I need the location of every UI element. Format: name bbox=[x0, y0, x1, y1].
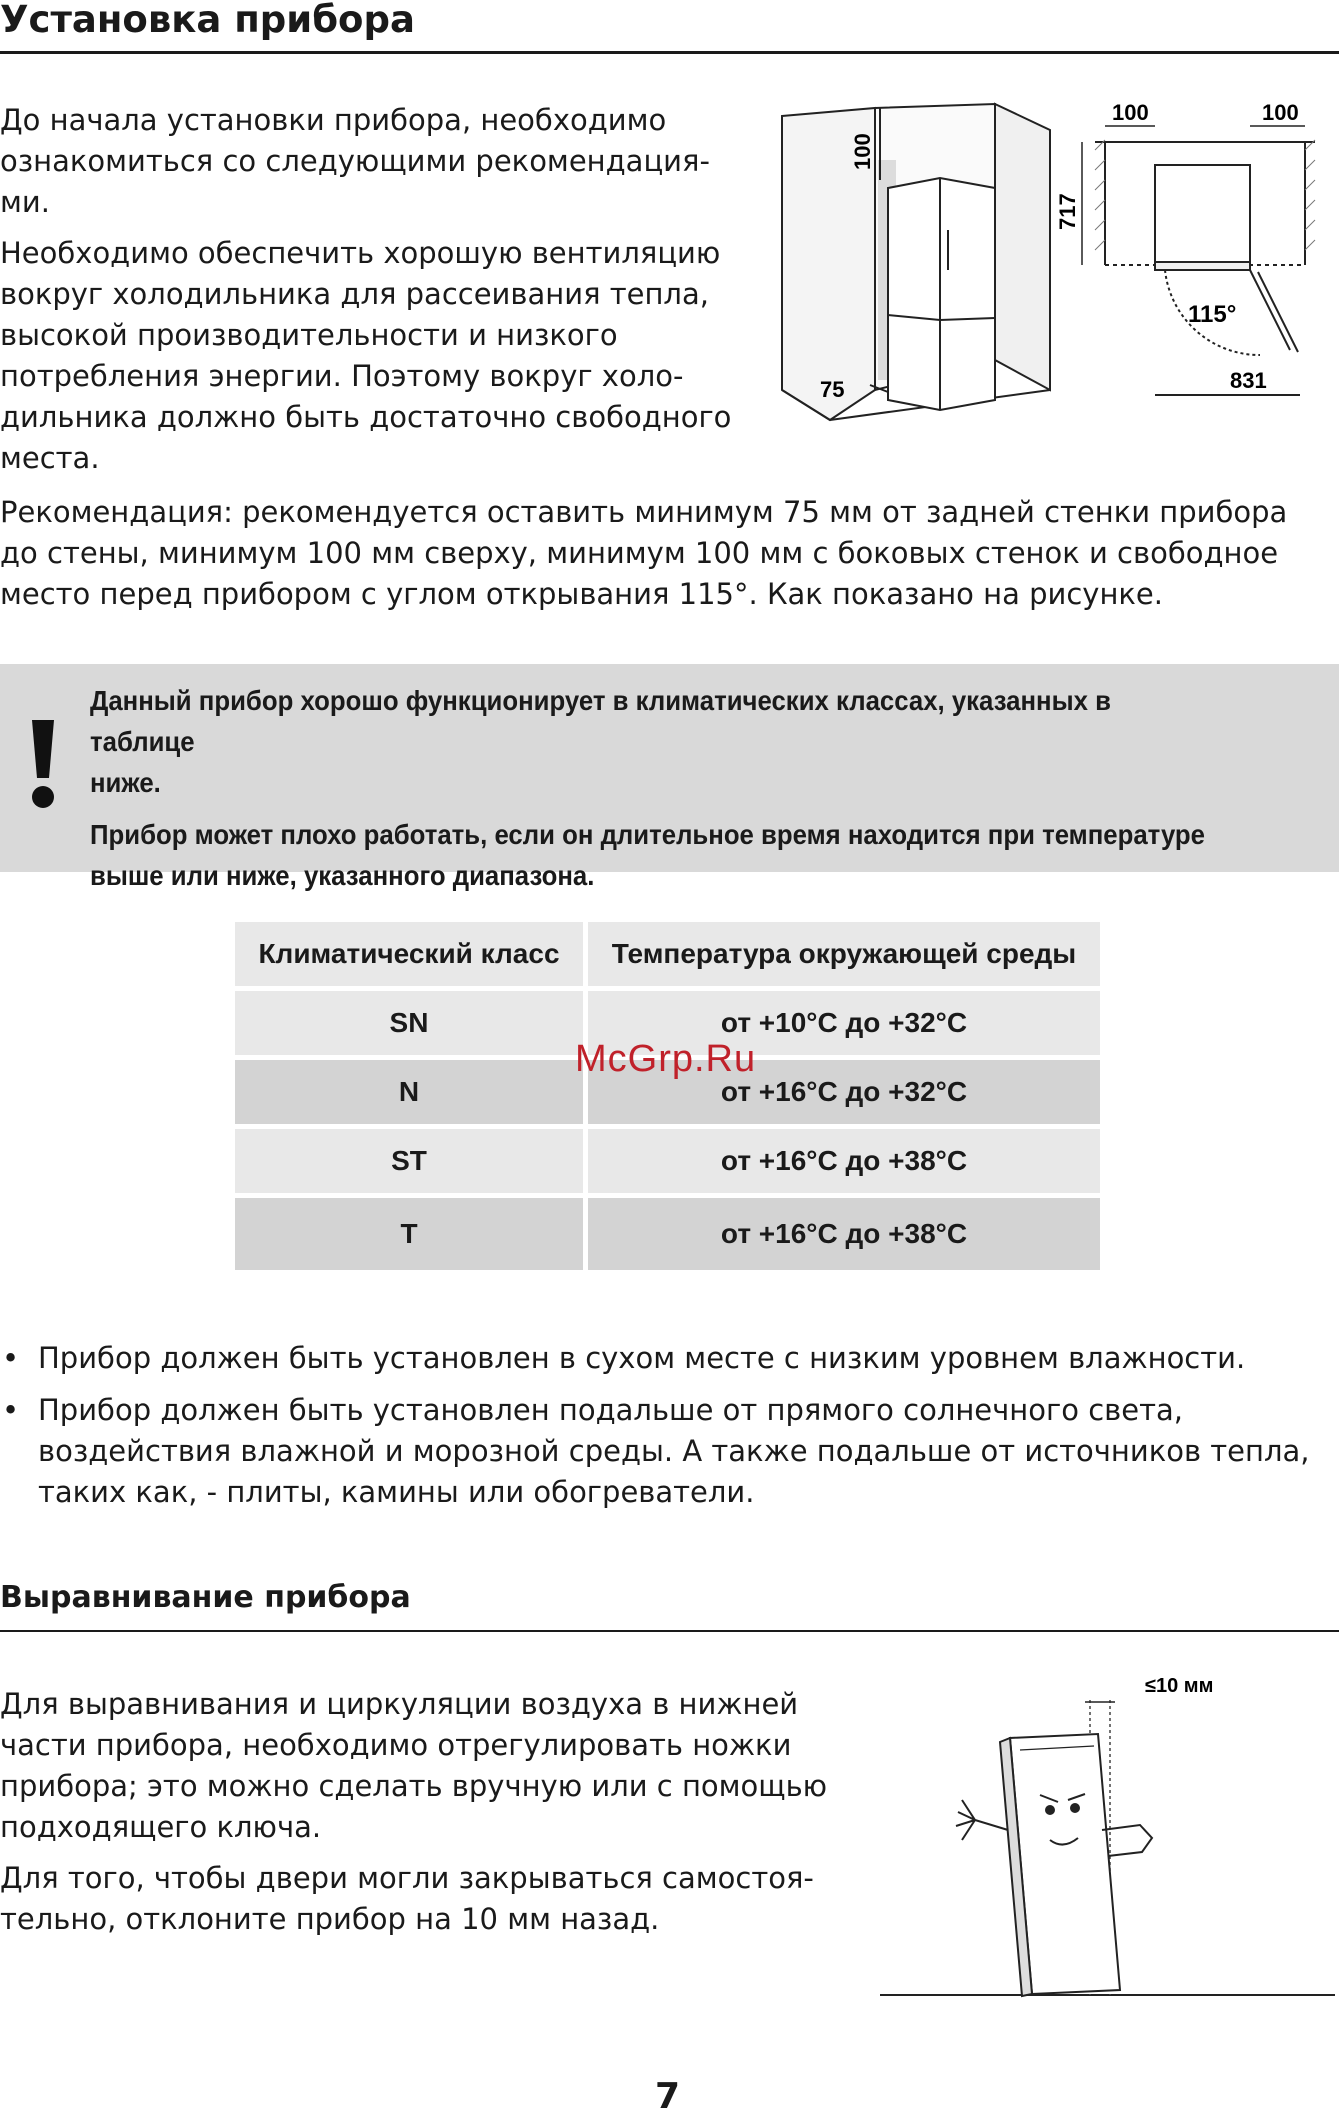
line: Рекомендация: рекомендуется оставить минимум 75 мм от задней стенки прибора bbox=[0, 495, 1288, 529]
line: Прибор должен быть установлен подальше от прямого солнечного света, bbox=[38, 1393, 1183, 1427]
table-header-row bbox=[235, 922, 1100, 986]
back-clearance-label: 75 bbox=[820, 377, 845, 402]
line: подходящего ключа. bbox=[0, 1810, 322, 1844]
section-rule bbox=[0, 1630, 1339, 1632]
line: вокруг холодильника для рассеивания тепла, bbox=[0, 277, 709, 311]
table-header-temperature: Температура окружающей среды bbox=[588, 922, 1100, 986]
line: тельно, отклоните прибор на 10 мм назад. bbox=[0, 1902, 660, 1936]
tilt-label: ≤10 мм bbox=[1145, 1675, 1214, 1697]
line: ознакомиться со следующими рекомендация- bbox=[0, 144, 710, 178]
depth-label: 717 bbox=[1055, 193, 1080, 230]
top-clearance-label: 100 bbox=[850, 133, 875, 170]
table-cell-class: T bbox=[235, 1198, 583, 1270]
bullet-mark: • bbox=[2, 1393, 20, 1427]
leveling-illustration bbox=[880, 1660, 1339, 2005]
side-right-label: 100 bbox=[1262, 100, 1299, 125]
recommendation-paragraph bbox=[0, 492, 1330, 615]
list-item bbox=[0, 1390, 1320, 1513]
leveling-text bbox=[0, 1684, 860, 1950]
warning-paragraph-1 bbox=[90, 680, 1212, 803]
bullet-mark: • bbox=[2, 1341, 20, 1375]
watermark: McGrp.Ru bbox=[575, 1038, 757, 1080]
line: ми. bbox=[0, 185, 50, 219]
table-cell-temperature: от +10°C до +32°C bbox=[588, 991, 1100, 1055]
line: место перед прибором с углом открывания 115°. Как показано на рисунке. bbox=[0, 577, 1163, 611]
side-left-label: 100 bbox=[1112, 100, 1149, 125]
table-header-class: Климатический класс bbox=[235, 922, 583, 986]
ventilation-paragraph bbox=[0, 233, 760, 479]
page-title: Установка прибора bbox=[0, 0, 415, 41]
table-row bbox=[235, 1129, 1100, 1193]
leveling-paragraph-2 bbox=[0, 1858, 860, 1940]
table-cell-class: SN bbox=[235, 991, 583, 1055]
line: до стены, минимум 100 мм сверху, минимум 100 мм с боковых стенок и свободное bbox=[0, 536, 1279, 570]
table-cell-temperature: от +16°C до +38°C bbox=[588, 1129, 1100, 1193]
line: места. bbox=[0, 441, 100, 475]
line: Данный прибор хорошо функционирует в климатических классах, указанных в таблице bbox=[90, 685, 1111, 757]
line: дильника должно быть достаточно свободного bbox=[0, 400, 732, 434]
warning-paragraph-2 bbox=[90, 814, 1212, 896]
line: ниже. bbox=[90, 767, 161, 798]
page-number: 7 bbox=[655, 2076, 681, 2117]
intro-paragraph bbox=[0, 100, 760, 223]
table-cell-temperature: от +16°C до +38°C bbox=[588, 1198, 1100, 1270]
fridge-drawing bbox=[888, 178, 995, 410]
top-view bbox=[1095, 142, 1315, 395]
installation-diagram bbox=[770, 90, 1330, 430]
list-item bbox=[0, 1338, 1320, 1379]
intro-text bbox=[0, 100, 760, 489]
table-row bbox=[235, 1198, 1100, 1270]
line: Необходимо обеспечить хорошую вентиляцию bbox=[0, 236, 721, 270]
line: Прибор должен быть установлен в сухом месте с низким уровнем влажности. bbox=[38, 1341, 1246, 1375]
angle-label: 115° bbox=[1188, 301, 1237, 328]
title-rule bbox=[0, 51, 1339, 54]
line: высокой производительности и низкого bbox=[0, 318, 618, 352]
climate-class-table bbox=[230, 917, 1105, 1275]
table-cell-class: N bbox=[235, 1060, 583, 1124]
line: таких как, - плиты, камины или обогреватели. bbox=[38, 1475, 755, 1509]
table-cell-class: ST bbox=[235, 1129, 583, 1193]
line: выше или ниже, указанного диапазона. bbox=[90, 860, 595, 891]
line: прибора; это можно сделать вручную или с помощью bbox=[0, 1769, 828, 1803]
line: Для того, чтобы двери могли закрываться самостоя- bbox=[0, 1861, 814, 1895]
warning-text bbox=[90, 680, 1212, 907]
line: потребления энергии. Поэтому вокруг холо- bbox=[0, 359, 684, 393]
line: Прибор может плохо работать, если он длительное время находится при температуре bbox=[90, 819, 1205, 850]
exclamation-icon bbox=[30, 720, 56, 810]
line: воздействия влажной и морозной среды. А также подальше от источников тепла, bbox=[38, 1434, 1310, 1468]
line: Для выравнивания и циркуляции воздуха в нижней bbox=[0, 1687, 799, 1721]
open-depth-label: 831 bbox=[1230, 368, 1267, 393]
line: До начала установки прибора, необходимо bbox=[0, 103, 667, 137]
bullet-list bbox=[0, 1338, 1320, 1524]
line: части прибора, необходимо отрегулировать ножки bbox=[0, 1728, 792, 1762]
leveling-paragraph-1 bbox=[0, 1684, 860, 1848]
section-title-leveling: Выравнивание прибора bbox=[0, 1580, 411, 1615]
table-cell-temperature: от +16°C до +32°C bbox=[588, 1060, 1100, 1124]
fridge-character bbox=[956, 1734, 1152, 1996]
